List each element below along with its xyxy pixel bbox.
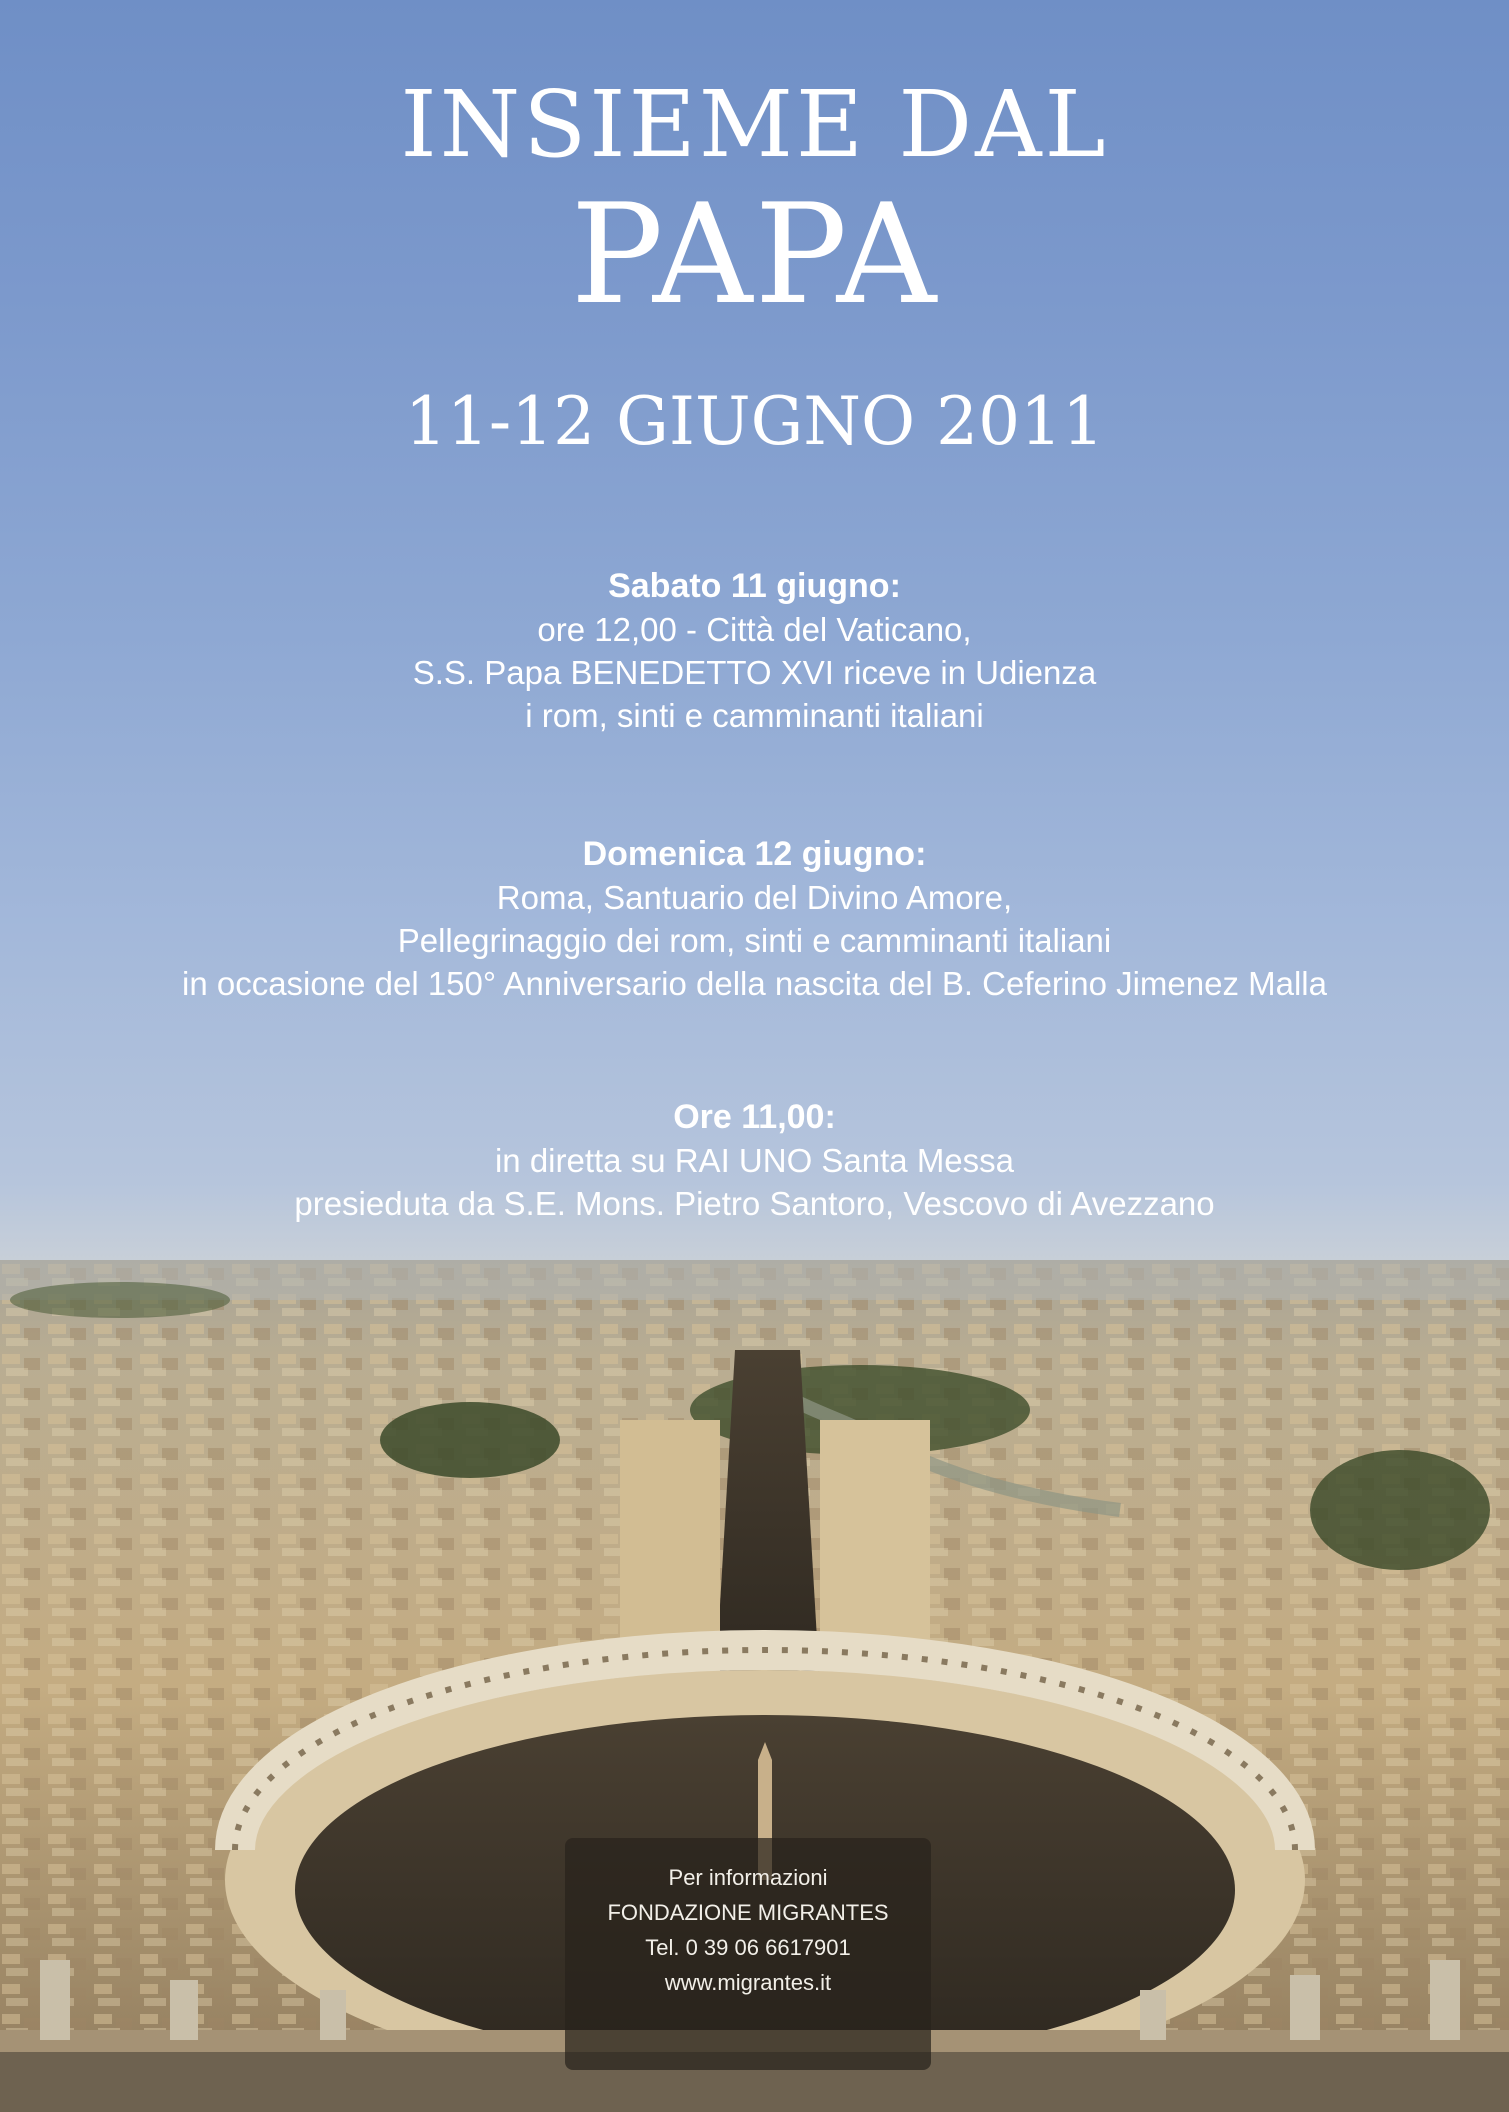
schedule-heading: Domenica 12 giugno: bbox=[582, 835, 927, 873]
schedule-line: i rom, sinti e camminanti italiani bbox=[525, 697, 984, 734]
schedule-line: in occasione del 150° Anniversario della nascita del B. Ceferino Jimenez Malla bbox=[182, 965, 1327, 1002]
title-line-1: INSIEME DAL bbox=[400, 71, 1109, 178]
schedule-line: S.S. Papa BENEDETTO XVI riceve in Udienza bbox=[412, 654, 1097, 691]
title-line-2: PAPA bbox=[570, 174, 939, 335]
schedule-saturday bbox=[0, 565, 1509, 737]
schedule-sunday bbox=[0, 833, 1509, 1005]
schedule-mass bbox=[0, 1096, 1509, 1225]
info-website[interactable]: www.migrantes.it bbox=[664, 1970, 832, 1995]
info-box bbox=[565, 1838, 931, 2070]
event-date: 11-12 GIUGNO 2011 bbox=[404, 383, 1105, 460]
info-phone: Tel. 0 39 06 6617901 bbox=[645, 1935, 851, 1960]
schedule-heading: Sabato 11 giugno: bbox=[608, 567, 901, 605]
info-label: Per informazioni bbox=[668, 1865, 828, 1890]
info-organization: FONDAZIONE MIGRANTES bbox=[607, 1900, 889, 1925]
schedule-line: ore 12,00 - Città del Vaticano, bbox=[537, 611, 972, 648]
schedule-line: presieduta da S.E. Mons. Pietro Santoro, Vescovo di Avezzano bbox=[294, 1185, 1215, 1222]
schedule-line: in diretta su RAI UNO Santa Messa bbox=[494, 1142, 1015, 1179]
schedule-line: Roma, Santuario del Divino Amore, bbox=[496, 879, 1013, 916]
schedule-heading: Ore 11,00: bbox=[673, 1098, 836, 1136]
schedule-line: Pellegrinaggio dei rom, sinti e camminanti italiani bbox=[397, 922, 1112, 959]
